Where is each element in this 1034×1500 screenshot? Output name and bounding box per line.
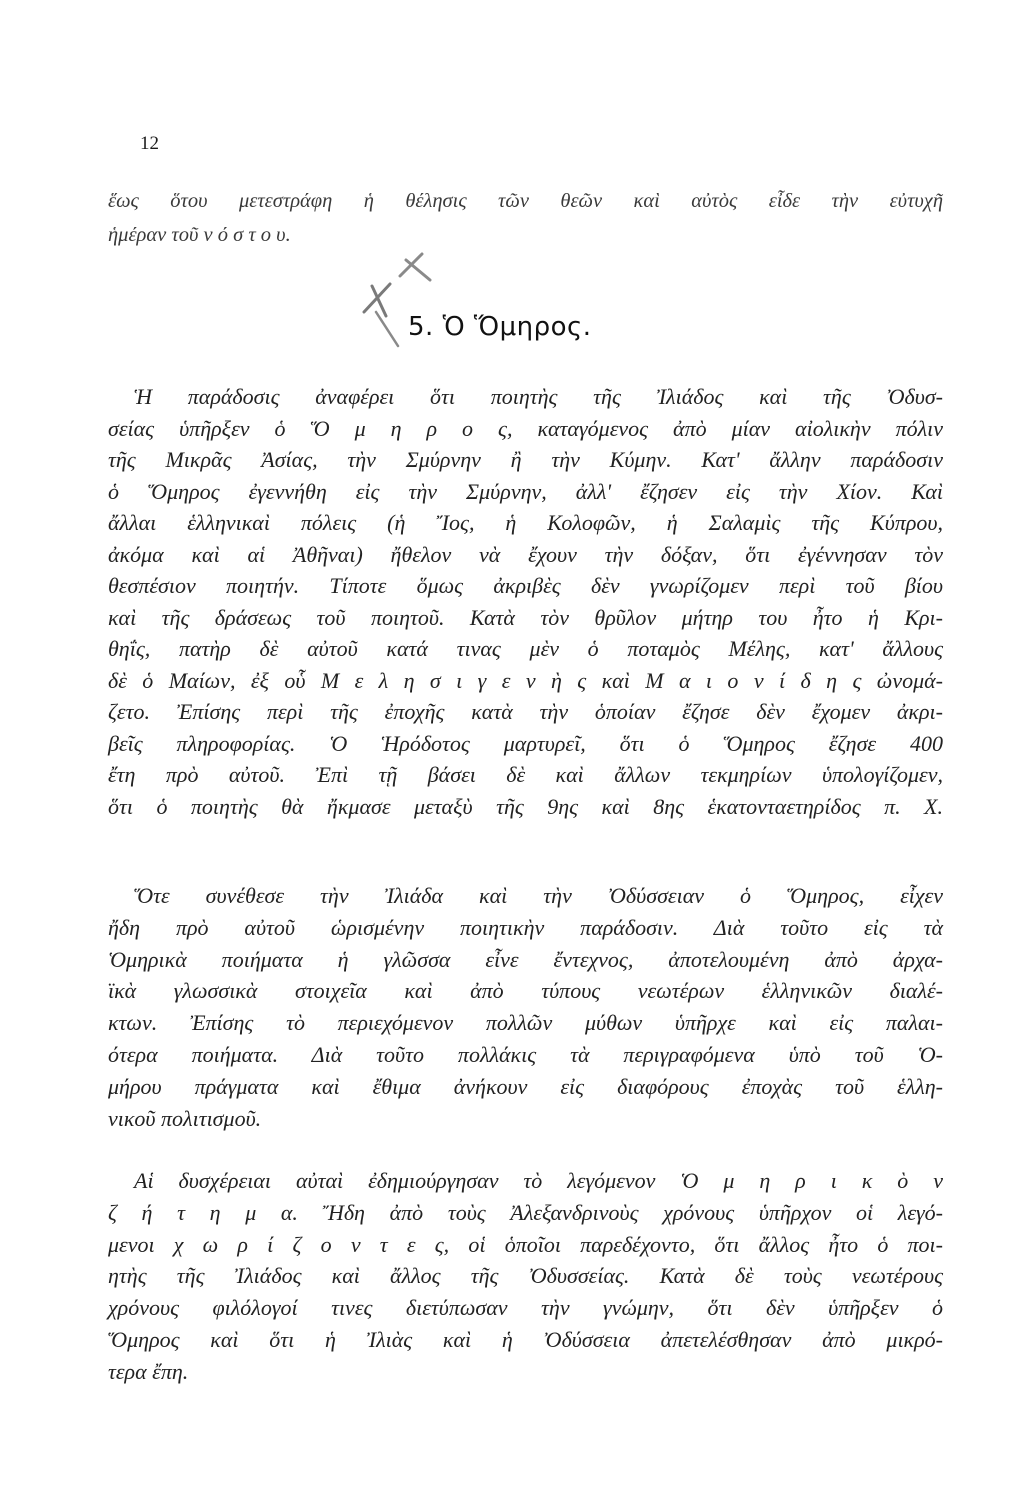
text-line: κτων. Ἐπίσης τὸ περιεχόμενον πολλῶν μύθων ὑπῆρχε καὶ εἰς παλαι- <box>108 1010 943 1036</box>
text-line: νικοῦ πολιτισμοῦ. <box>108 1105 262 1131</box>
text-line: τερα ἔπη. <box>108 1358 189 1384</box>
text-line: Ὅτε συνέθεσε τὴν Ἰλιάδα καὶ τὴν Ὀδύσσειαν ὁ Ὅμηρος, εἶχεν <box>134 883 943 908</box>
text-line: μήρου πράγματα καὶ ἔθιμα ἀνήκουν εἰς διαφόρους ἐποχὰς τοῦ ἑλλη- <box>108 1073 943 1099</box>
text-line: ἄλλαι ἑλληνικαὶ πόλεις (ἡ Ἴος, ἡ Κολοφῶν, ἡ Σαλαμὶς τῆς Κύπρου, <box>108 510 943 535</box>
text-line: ζετο. Ἐπίσης περὶ τῆς ἐποχῆς κατὰ τὴν ὁποίαν ἔζησε δὲν ἔχομεν ἀκρι- <box>108 699 943 724</box>
text-line: σείας ὑπῆρξεν ὁ Ὅ μ η ρ ο ς, καταγόμενος ἀπὸ μίαν αἰολικὴν πόλιν <box>108 415 943 441</box>
text-line: καὶ τῆς δράσεως τοῦ ποιητοῦ. Κατὰ τὸν θρῦλον μήτηρ του ἦτο ἡ Κρι- <box>108 604 943 630</box>
text-line: δὲ ὁ Μαίων, ἐξ οὗ Μ ε λ η σ ι γ ε ν ὴ ς καὶ Μ α ι ο ν ί δ η ς ὠνομά- <box>108 667 943 693</box>
paragraph-1 <box>108 382 943 823</box>
section-heading: 5. Ὁ Ὅμηρος. <box>408 312 592 342</box>
carry-over-text <box>108 186 943 254</box>
text-line: ότερα ποιήματα. Διὰ τοῦτο πολλάκις τὰ περιγραφόμενα ὑπὸ τοῦ Ὁ- <box>108 1041 943 1067</box>
text-line: ὅτι ὁ ποιητὴς θὰ ἤκμασε μεταξὺ τῆς 9ης καὶ 8ης ἑκατονταετηρίδος π. Χ. <box>108 793 943 819</box>
text-line: τῆς Μικρᾶς Ἀσίας, τὴν Σμύρνην ἢ τὴν Κύμην. Κατ' ἄλλην παράδοσιν <box>108 447 943 472</box>
text-line: ζ ή τ η μ α. Ἤδη ἀπὸ τοὺς Ἀλεξανδρινοὺς χρόνους ὑπῆρχον οἱ λεγό- <box>108 1199 943 1225</box>
text-line: ὁ Ὅμηρος ἐγεννήθη εἰς τὴν Σμύρνην, ἀλλ' ἔζησεν εἰς τὴν Χίον. Καὶ <box>108 478 943 504</box>
paragraph-3 <box>108 1166 943 1389</box>
text-line: ἤδη πρὸ αὐτοῦ ὡρισμένην ποιητικὴν παράδοσιν. Διὰ τοῦτο εἰς τὰ <box>108 914 943 940</box>
text-line: ἕως ὅτου μετεστράφη ἡ θέλησις τῶν θεῶν καὶ αὐτὸς εἶδε τὴν εὐτυχῆ <box>108 190 943 212</box>
text-line: Αἱ δυσχέρειαι αὐταὶ ἐδημιούργησαν τὸ λεγόμενον Ὁ μ η ρ ι κ ὸ ν <box>134 1168 943 1193</box>
text-line: Ὅμηρος καὶ ὅτι ἡ Ἰλιὰς καὶ ἡ Ὀδύσσεια ἀπετελέσθησαν ἀπὸ μικρό- <box>108 1326 943 1352</box>
page-number: 12 <box>140 133 159 154</box>
paragraph-2 <box>108 881 943 1135</box>
text-line: θηΐς, πατὴρ δὲ αὐτοῦ κατά τινας μὲν ὁ ποταμὸς Μέλης, κατ' ἄλλους <box>108 636 943 661</box>
text-line: ἡμέραν τοῦ ν ό σ τ ο υ. <box>108 224 291 246</box>
text-line: ἀκόμα καὶ αἱ Ἀθῆναι) ἤθελον νὰ ἔχουν τὴν δόξαν, ὅτι ἐγέννησαν τὸν <box>108 541 943 567</box>
text-line: Ἡ παράδοσις ἀναφέρει ὅτι ποιητὴς τῆς Ἰλιάδος καὶ τῆς Ὀδυσ- <box>134 384 943 409</box>
text-line: θεσπέσιον ποιητήν. Τίποτε ὅμως ἀκριβὲς δὲν γνωρίζομεν περὶ τοῦ βίου <box>108 573 943 598</box>
text-line: μενοι χ ω ρ ί ζ ο ν τ ε ς, οἱ ὁποῖοι παρεδέχοντο, ὅτι ἄλλος ἦτο ὁ ποι- <box>108 1231 943 1257</box>
text-line: χρόνους φιλόλογοί τινες διετύπωσαν τὴν γνώμην, ὅτι δὲν ὑπῆρξεν ὁ <box>108 1295 943 1321</box>
text-line: Ὁμηρικὰ ποιήματα ἡ γλῶσσα εἶνε ἔντεχνος, ἀποτελουμένη ἀπὸ ἀρχα- <box>108 946 943 972</box>
text-line: ϊκὰ γλωσσικὰ στοιχεῖα καὶ ἀπὸ τύπους νεωτέρων ἑλληνικῶν διαλέ- <box>108 978 943 1004</box>
text-line: ητὴς τῆς Ἰλιάδος καὶ ἄλλος τῆς Ὀδυσσείας. Κατὰ δὲ τοὺς νεωτέρους <box>108 1263 943 1289</box>
text-line: βεῖς πληροφορίας. Ὁ Ἡρόδοτος μαρτυρεῖ, ὅτι ὁ Ὅμηρος ἔζησε 400 <box>108 730 943 756</box>
text-line: ἔτη πρὸ αὐτοῦ. Ἐπὶ τῇ βάσει δὲ καὶ ἄλλων τεκμηρίων ὑπολογίζομεν, <box>108 762 943 787</box>
